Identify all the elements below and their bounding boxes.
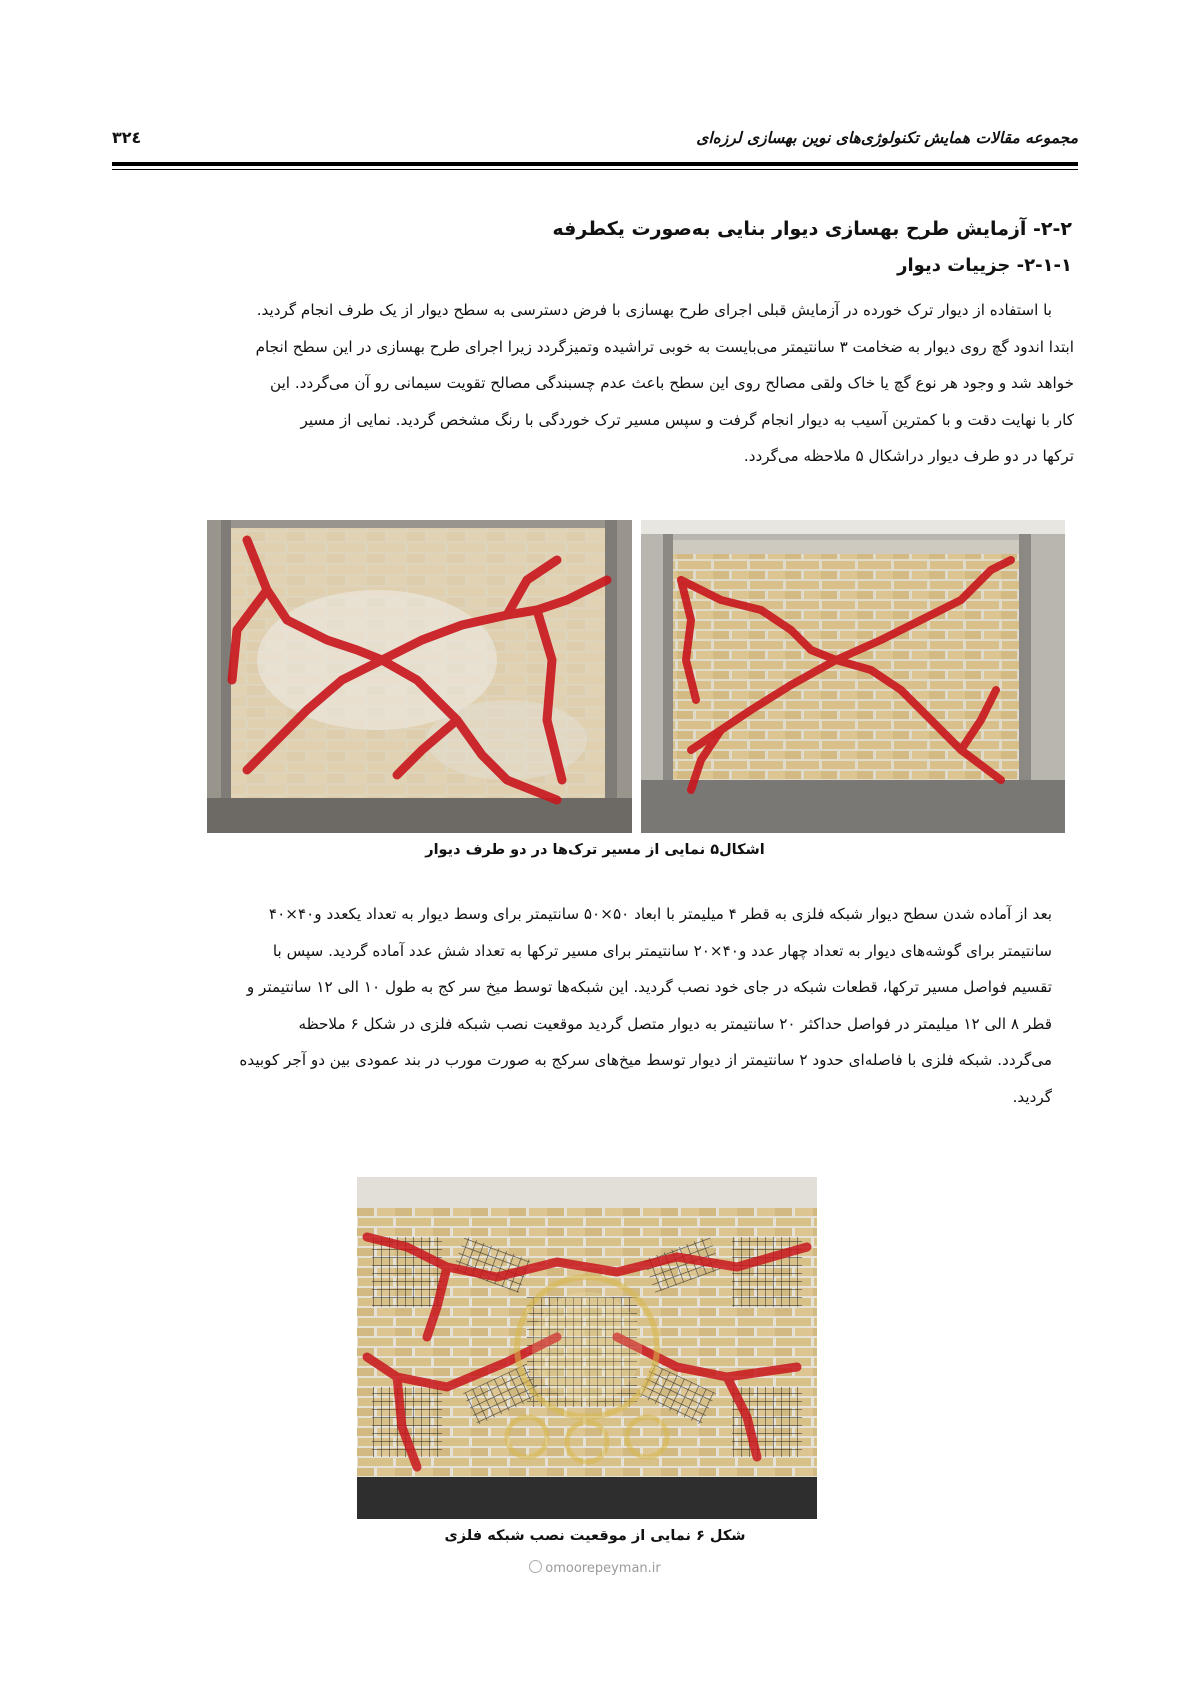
figure6-photo (357, 1177, 817, 1519)
paragraph-line: می‌گردد. شبکه فلزی با فاصله‌ای حدود ۲ سانتیمتر از دیوار توسط میخ‌های سرکج به صورت مورب در بند عمودی بین دو آجر کوبیده (239, 1051, 1052, 1069)
paragraph-line: کار با نهایت دقت و با کمترین آسیب به دیوار انجام گرفت و سپس مسیر ترک خوردگی با رنگ مشخص گردید. نمایی از مسیر (300, 410, 1074, 429)
watermark-logo-icon (529, 1560, 542, 1573)
watermark-site-text: omoorepeyman.ir (545, 1561, 661, 1576)
paragraph-line: تقسیم فواصل مسیر ترکها، قطعات شبکه در جای خود نصب گردید. این شبکه‌ها توسط میخ سر کج به طول ۱۰ الی ۱۲ سانتیمتر و (246, 978, 1052, 996)
paragraph-line: ابتدا اندود گچ روی دیوار به ضخامت ۳ سانتیمتر می‌بایست به خوبی تراشیده وتمیزگردد زیرا اجرای طرح بهسازی در این سطح انجام (255, 337, 1074, 356)
paragraph-line: قطر ۸ الی ۱۲ میلیمتر در فواصل حداکثر ۲۰ سانتیمتر به دیوار متصل گردید موقعیت نصب شبکه فلزی در شکل ۶ ملاحظه (298, 1014, 1052, 1033)
figure5-photo-left (207, 520, 632, 833)
header-rule-thin (112, 169, 1078, 170)
paragraph-line: خواهد شد و وجود هر نوع گچ یا خاک ولقی مصالح روی این سطح باعث عدم چسبندگی مصالح تقویت سیمانی رو آن می‌گردد. این (270, 374, 1074, 392)
figure6-caption: شکل ۶ نمایی از موقعیت نصب شبکه فلزی (444, 1528, 746, 1544)
watermark-site (0, 1560, 1190, 1576)
page-number: ۳۲٤ (112, 128, 142, 147)
subsection-heading: ۲-۱-۱- جزییات دیوار (897, 255, 1072, 276)
paragraph-line: ترکها در دو طرف دیوار دراشکال ۵ ملاحظه می‌گردد. (743, 447, 1074, 465)
paragraph-1 (110, 292, 1074, 475)
figure5-caption: اشکال۵ نمایی از مسیر ترک‌ها در دو طرف دیوار (425, 842, 765, 858)
journal-title: مجموعه مقالات همایش تکنولوژی‌های نوین بهسازی لرزه‌ای (696, 129, 1078, 147)
section-heading: ۲-۲- آزمایش طرح بهسازی دیوار بنایی به‌صورت یکطرفه (552, 218, 1072, 240)
paragraph-line: گردید. (1012, 1087, 1052, 1106)
paragraph-line: سانتیمتر برای گوشه‌های دیوار به تعداد چهار عدد و۴۰×۲۰ سانتیمتر برای مسیر ترکها به تعداد شش عدد آماده گردید. سپس با (272, 941, 1052, 960)
paragraph-line: بعد از آماده شدن سطح دیوار شبکه فلزی به قطر ۴ میلیمتر با ابعاد ۵۰×۵۰ سانتیمتر برای وسط دیوار به تعداد یکعدد و۴۰×۴۰ (268, 905, 1052, 923)
paragraph-line: با استفاده از دیوار ترک خورده در آزمایش قبلی اجرای طرح بهسازی با فرض دسترسی به سطح دیوار از یک طرف انجام گردید. (256, 301, 1052, 319)
page-header (112, 125, 1078, 165)
header-rule-thick (112, 162, 1078, 166)
paragraph-2 (110, 896, 1074, 1115)
figure5-photo-right (641, 520, 1065, 833)
